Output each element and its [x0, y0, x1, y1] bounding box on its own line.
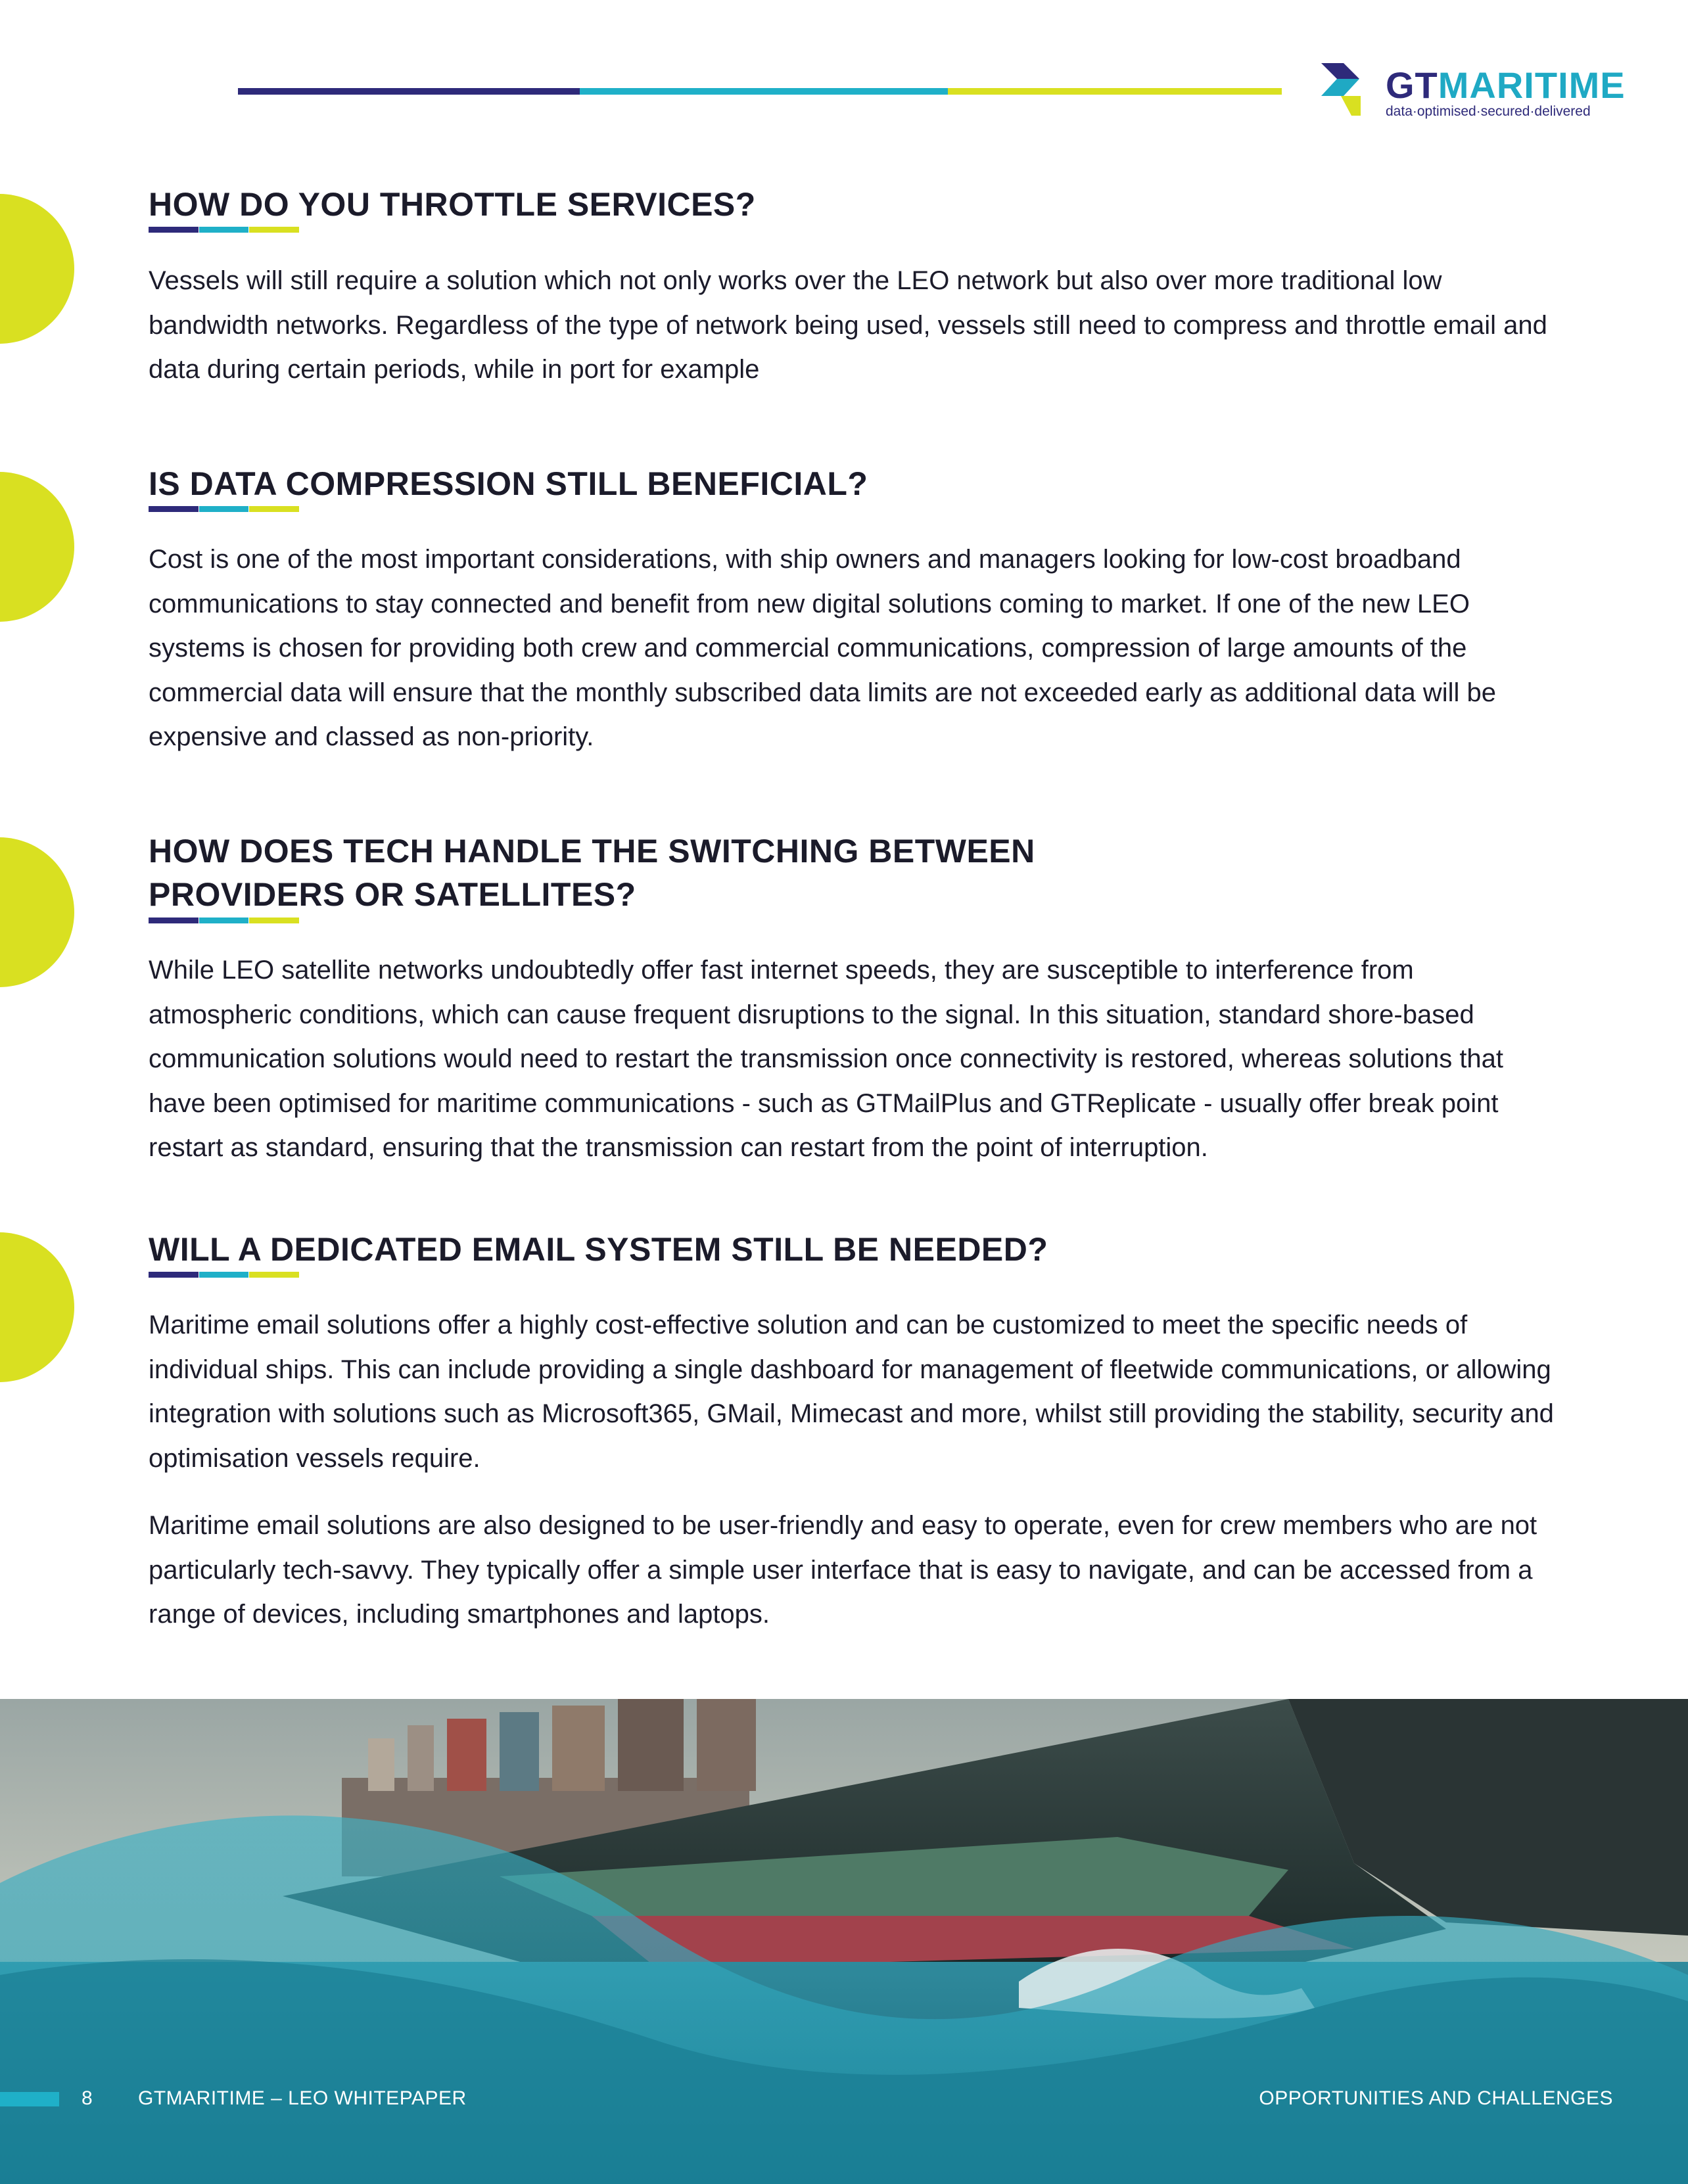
heading-underline — [149, 1272, 299, 1278]
decorative-half-circle — [0, 194, 74, 344]
footer-accent-bar — [0, 2092, 59, 2106]
section-heading-line: HOW DOES TECH HANDLE THE SWITCHING BETWEEN — [149, 833, 1035, 870]
section-heading: HOW DO YOU THROTTLE SERVICES? — [149, 186, 756, 223]
section-paragraph: Cost is one of the most important considerations, with ship owners and managers looking for low-cost broadband communications to stay connected and benefit from new digital solutions coming to market. If one of the new LEO systems is chosen for providing both crew and commercial communications, compression of large amounts of the commercial data will ensure that the monthly subscribed data limits are not exceeded early as additional data will be expensive and classed as non-priority. — [149, 545, 1496, 751]
page-number: 8 — [82, 2087, 93, 2109]
section-heading — [149, 829, 1582, 916]
heading-underline — [149, 918, 299, 923]
heading-underline — [149, 227, 299, 233]
section-paragraph: While LEO satellite networks undoubtedly offer fast internet speeds, they are susceptible to interference from atmospheric conditions, which can cause frequent disruptions to the signal. In this situation, standard shore-based communication solutions would need to restart the transmission once connectivity is restored, whereas solutions that have been optimised for maritime communications - such as GTMailPlus and GTReplicate - usually offer break point restart as standard, ensuring that the transmission can restart from the point of interruption. — [149, 956, 1504, 1162]
decorative-half-circle — [0, 1232, 74, 1382]
section-paragraph: Vessels will still require a solution which not only works over the LEO network but also over more traditional low bandwidth networks. Regardless of the type of network being used, vessels still need to compress and throttle email and data during certain periods, while in port for example — [149, 266, 1547, 384]
section-heading-line: PROVIDERS OR SATELLITES? — [149, 876, 636, 913]
decorative-half-circle — [0, 837, 74, 987]
container-ship-photo — [0, 1699, 1688, 2184]
logo-wordmark: GTMARITIME — [1386, 64, 1626, 106]
footer-doc-title: GTMARITIME – LEO WHITEPAPER — [138, 2087, 467, 2109]
logo-tagline: data·optimised·secured·delivered — [1386, 104, 1591, 119]
footer-section-title: OPPORTUNITIES AND CHALLENGES — [1259, 2087, 1613, 2109]
gtmaritime-logo — [1321, 63, 1625, 122]
chevron-logo-icon — [1321, 63, 1380, 116]
section-paragraph: Maritime email solutions are also designed to be user-friendly and easy to operate, even for crew members who are not particularly tech-savvy. They typically offer a simple user interface that is easy to navigate, and can be accessed from a range of devices, including smartphones and laptops. — [149, 1511, 1537, 1629]
section-heading: IS DATA COMPRESSION STILL BENEFICIAL? — [149, 465, 868, 502]
heading-underline — [149, 506, 299, 512]
decorative-half-circle — [0, 472, 74, 622]
section-heading: WILL A DEDICATED EMAIL SYSTEM STILL BE NEEDED? — [149, 1231, 1048, 1268]
section-paragraph: Maritime email solutions offer a highly cost-effective solution and can be customized to meet the specific needs of individual ships. This can include providing a single dashboard for management of fleetwide communications, or allowing integration with solutions such as Microsoft365, GMail, Mimecast and more, whilst still providing the stability, security and optimisation vessels require. — [149, 1311, 1554, 1473]
header-color-rule — [238, 88, 1282, 95]
